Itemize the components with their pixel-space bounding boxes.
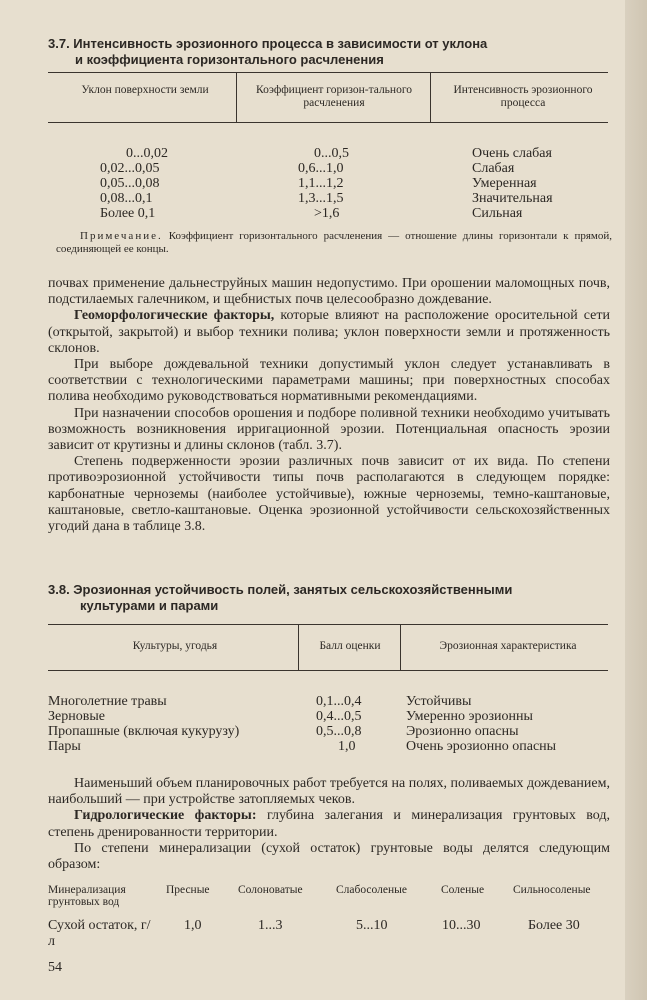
table-3-7-header-slope: Уклон поверхности земли bbox=[81, 84, 209, 96]
table-cell: 1,0 bbox=[338, 739, 356, 754]
table-cell: Сильная bbox=[472, 206, 523, 221]
table-cell: 1,1...1,2 bbox=[298, 176, 344, 191]
table-3-7-col-slope bbox=[100, 146, 220, 221]
table-3-8-top-rule bbox=[48, 624, 608, 625]
table-3-7-header-rule bbox=[48, 122, 608, 123]
page-number: 54 bbox=[48, 960, 62, 975]
table-cell: Слабая bbox=[472, 161, 515, 176]
table-cell: 0,5...0,8 bbox=[316, 724, 362, 739]
table-cell: Пропашные (включая кукурузу) bbox=[48, 724, 240, 739]
paragraph: По степени минерализации (сухой остаток) грунтовые воды делятся следующим образом: bbox=[48, 840, 610, 873]
table-3-7-header-coef: Коэффициент горизон-тального расчленения bbox=[255, 84, 413, 109]
table-3-8-divider bbox=[400, 624, 401, 670]
table-3-7-col-coef bbox=[298, 146, 408, 221]
table-3-7-title-line2: и коэффициента горизонтального расчленения bbox=[75, 52, 384, 67]
table-cell: Более 0,1 bbox=[100, 206, 156, 221]
table-3-8-divider bbox=[298, 624, 299, 670]
mineral-value: Более 30 bbox=[528, 918, 580, 933]
mineral-value: 10...30 bbox=[442, 918, 481, 933]
table-3-8-header-crops: Культуры, угодья bbox=[132, 640, 218, 652]
mineral-header: Сильносоленые bbox=[513, 884, 591, 896]
table-cell: Многолетние травы bbox=[48, 694, 167, 709]
table-cell: 0,6...1,0 bbox=[298, 161, 344, 176]
table-cell: Значительная bbox=[472, 191, 553, 206]
mineral-header: Солоноватые bbox=[238, 884, 303, 896]
table-cell: 0,1...0,4 bbox=[316, 694, 362, 709]
paragraph-text: которые влияют на расположение оросительной сети (открытой, закрытой) и выбор техники полива; уклон поверхности земли и протяженность склонов. bbox=[48, 308, 610, 356]
table-3-8-col-crops bbox=[48, 694, 298, 754]
paragraph: почвах применение дальнеструйных машин недопустимо. При орошении маломощных почв, подстилаемых галечником, и щебнистых почв целесообразно дождевание. bbox=[48, 276, 610, 308]
table-cell: 0,05...0,08 bbox=[100, 176, 160, 191]
table-cell: 0,02...0,05 bbox=[100, 161, 160, 176]
paragraph: Степень подверженности эрозии различных почв зависит от их вида. По степени противоэрозионной устойчивости типы почв располагаются в следующем порядке: карбонатные черноземы (наиболее устойчивые), южные черноземы, темно-каштановые, каштановые, светло-каштановые. Оценка эрозионной устойчивости сельскохозяйственных угодий дана в таблице 3.8. bbox=[48, 454, 610, 535]
mineral-header-label: Минерализация грунтовых вод bbox=[48, 884, 126, 908]
body-text-2 bbox=[48, 776, 610, 873]
table-3-7-top-rule bbox=[48, 72, 608, 73]
table-3-7-col-intensity bbox=[472, 146, 602, 221]
table-cell: Очень эрозионно опасны bbox=[406, 739, 557, 754]
note-text: Коэффициент горизонтального расчленения — отношение длины горизонтали к прямой, соединяющей ее концы. bbox=[56, 230, 613, 255]
table-cell: Умеренная bbox=[472, 176, 537, 191]
paragraph bbox=[48, 808, 610, 840]
table-3-7-title-line1: 3.7. Интенсивность эрозионного процесса в зависимости от уклона bbox=[48, 36, 488, 51]
table-cell: 0,08...0,1 bbox=[100, 191, 153, 206]
table-cell: 0,4...0,5 bbox=[316, 709, 362, 724]
mineral-header: Пресные bbox=[166, 884, 210, 896]
table-cell: 1,3...1,5 bbox=[298, 191, 344, 206]
table-3-7-header-intensity: Интенсивность эрозионного процесса bbox=[453, 84, 593, 109]
table-3-8-title-line1: 3.8. Эрозионная устойчивость полей, занятых сельскохозяйственными bbox=[48, 582, 513, 597]
paragraph: При выборе дождевальной техники допустимый уклон следует устанавливать в соответствии с технологическими параметрами машины; при поверхностных способах полива необходимо руководствоваться нормативными рекомендациями. bbox=[48, 357, 610, 405]
mineral-header: Соленые bbox=[441, 884, 485, 896]
paragraph: При назначении способов орошения и подборе поливной техники необходимо учитывать возможность возникновения ирригационной эрозии. Потенциальная опасность эрозии зависит от крутизны и длины склонов (табл. 3.7). bbox=[48, 405, 610, 454]
mineral-row-label: Сухой остаток, г/л bbox=[48, 918, 151, 949]
table-cell: 0...0,02 bbox=[126, 146, 168, 161]
table-3-7-divider bbox=[236, 72, 237, 122]
table-cell: Очень слабая bbox=[472, 146, 552, 161]
table-cell: >1,6 bbox=[314, 206, 340, 221]
body-text-1 bbox=[48, 276, 610, 535]
table-3-8-header-rule bbox=[48, 670, 608, 671]
bold-term: Геоморфологические факторы, bbox=[74, 308, 275, 324]
table-cell: Пары bbox=[48, 739, 81, 754]
note-label: Примечание. bbox=[80, 230, 163, 242]
table-cell: Устойчивы bbox=[406, 694, 472, 709]
bold-term: Гидрологические факторы: bbox=[74, 808, 257, 824]
table-3-8-col-score bbox=[316, 694, 400, 754]
table-cell: Эрозионно опасны bbox=[406, 724, 519, 739]
table-3-8-header-erosion: Эрозионная характеристика bbox=[439, 640, 577, 652]
table-cell: 0...0,5 bbox=[314, 146, 349, 161]
paragraph bbox=[48, 308, 610, 357]
table-3-8-title-line2: культурами и парами bbox=[80, 598, 219, 613]
table-3-8-header-score: Балл оценки bbox=[319, 640, 381, 652]
table-cell: Умеренно эрозионны bbox=[406, 709, 533, 724]
mineral-value: 5...10 bbox=[356, 918, 388, 933]
paragraph-text: глубина залегания и минерализация грунтовых вод, степень дренированности территории. bbox=[48, 808, 610, 840]
table-3-7-note bbox=[56, 230, 612, 256]
mineral-value: 1,0 bbox=[184, 918, 202, 933]
mineral-header: Слабосоленые bbox=[336, 884, 407, 896]
table-3-7-divider bbox=[430, 72, 431, 122]
mineral-value: 1...3 bbox=[258, 918, 283, 933]
paragraph: Наименьший объем планировочных работ требуется на полях, поливаемых дождеванием, наибольший — при устройстве затопляемых чеков. bbox=[48, 776, 610, 808]
table-3-8-col-erosion bbox=[406, 694, 606, 754]
table-cell: Зерновые bbox=[48, 709, 105, 724]
page-edge bbox=[625, 0, 647, 1000]
